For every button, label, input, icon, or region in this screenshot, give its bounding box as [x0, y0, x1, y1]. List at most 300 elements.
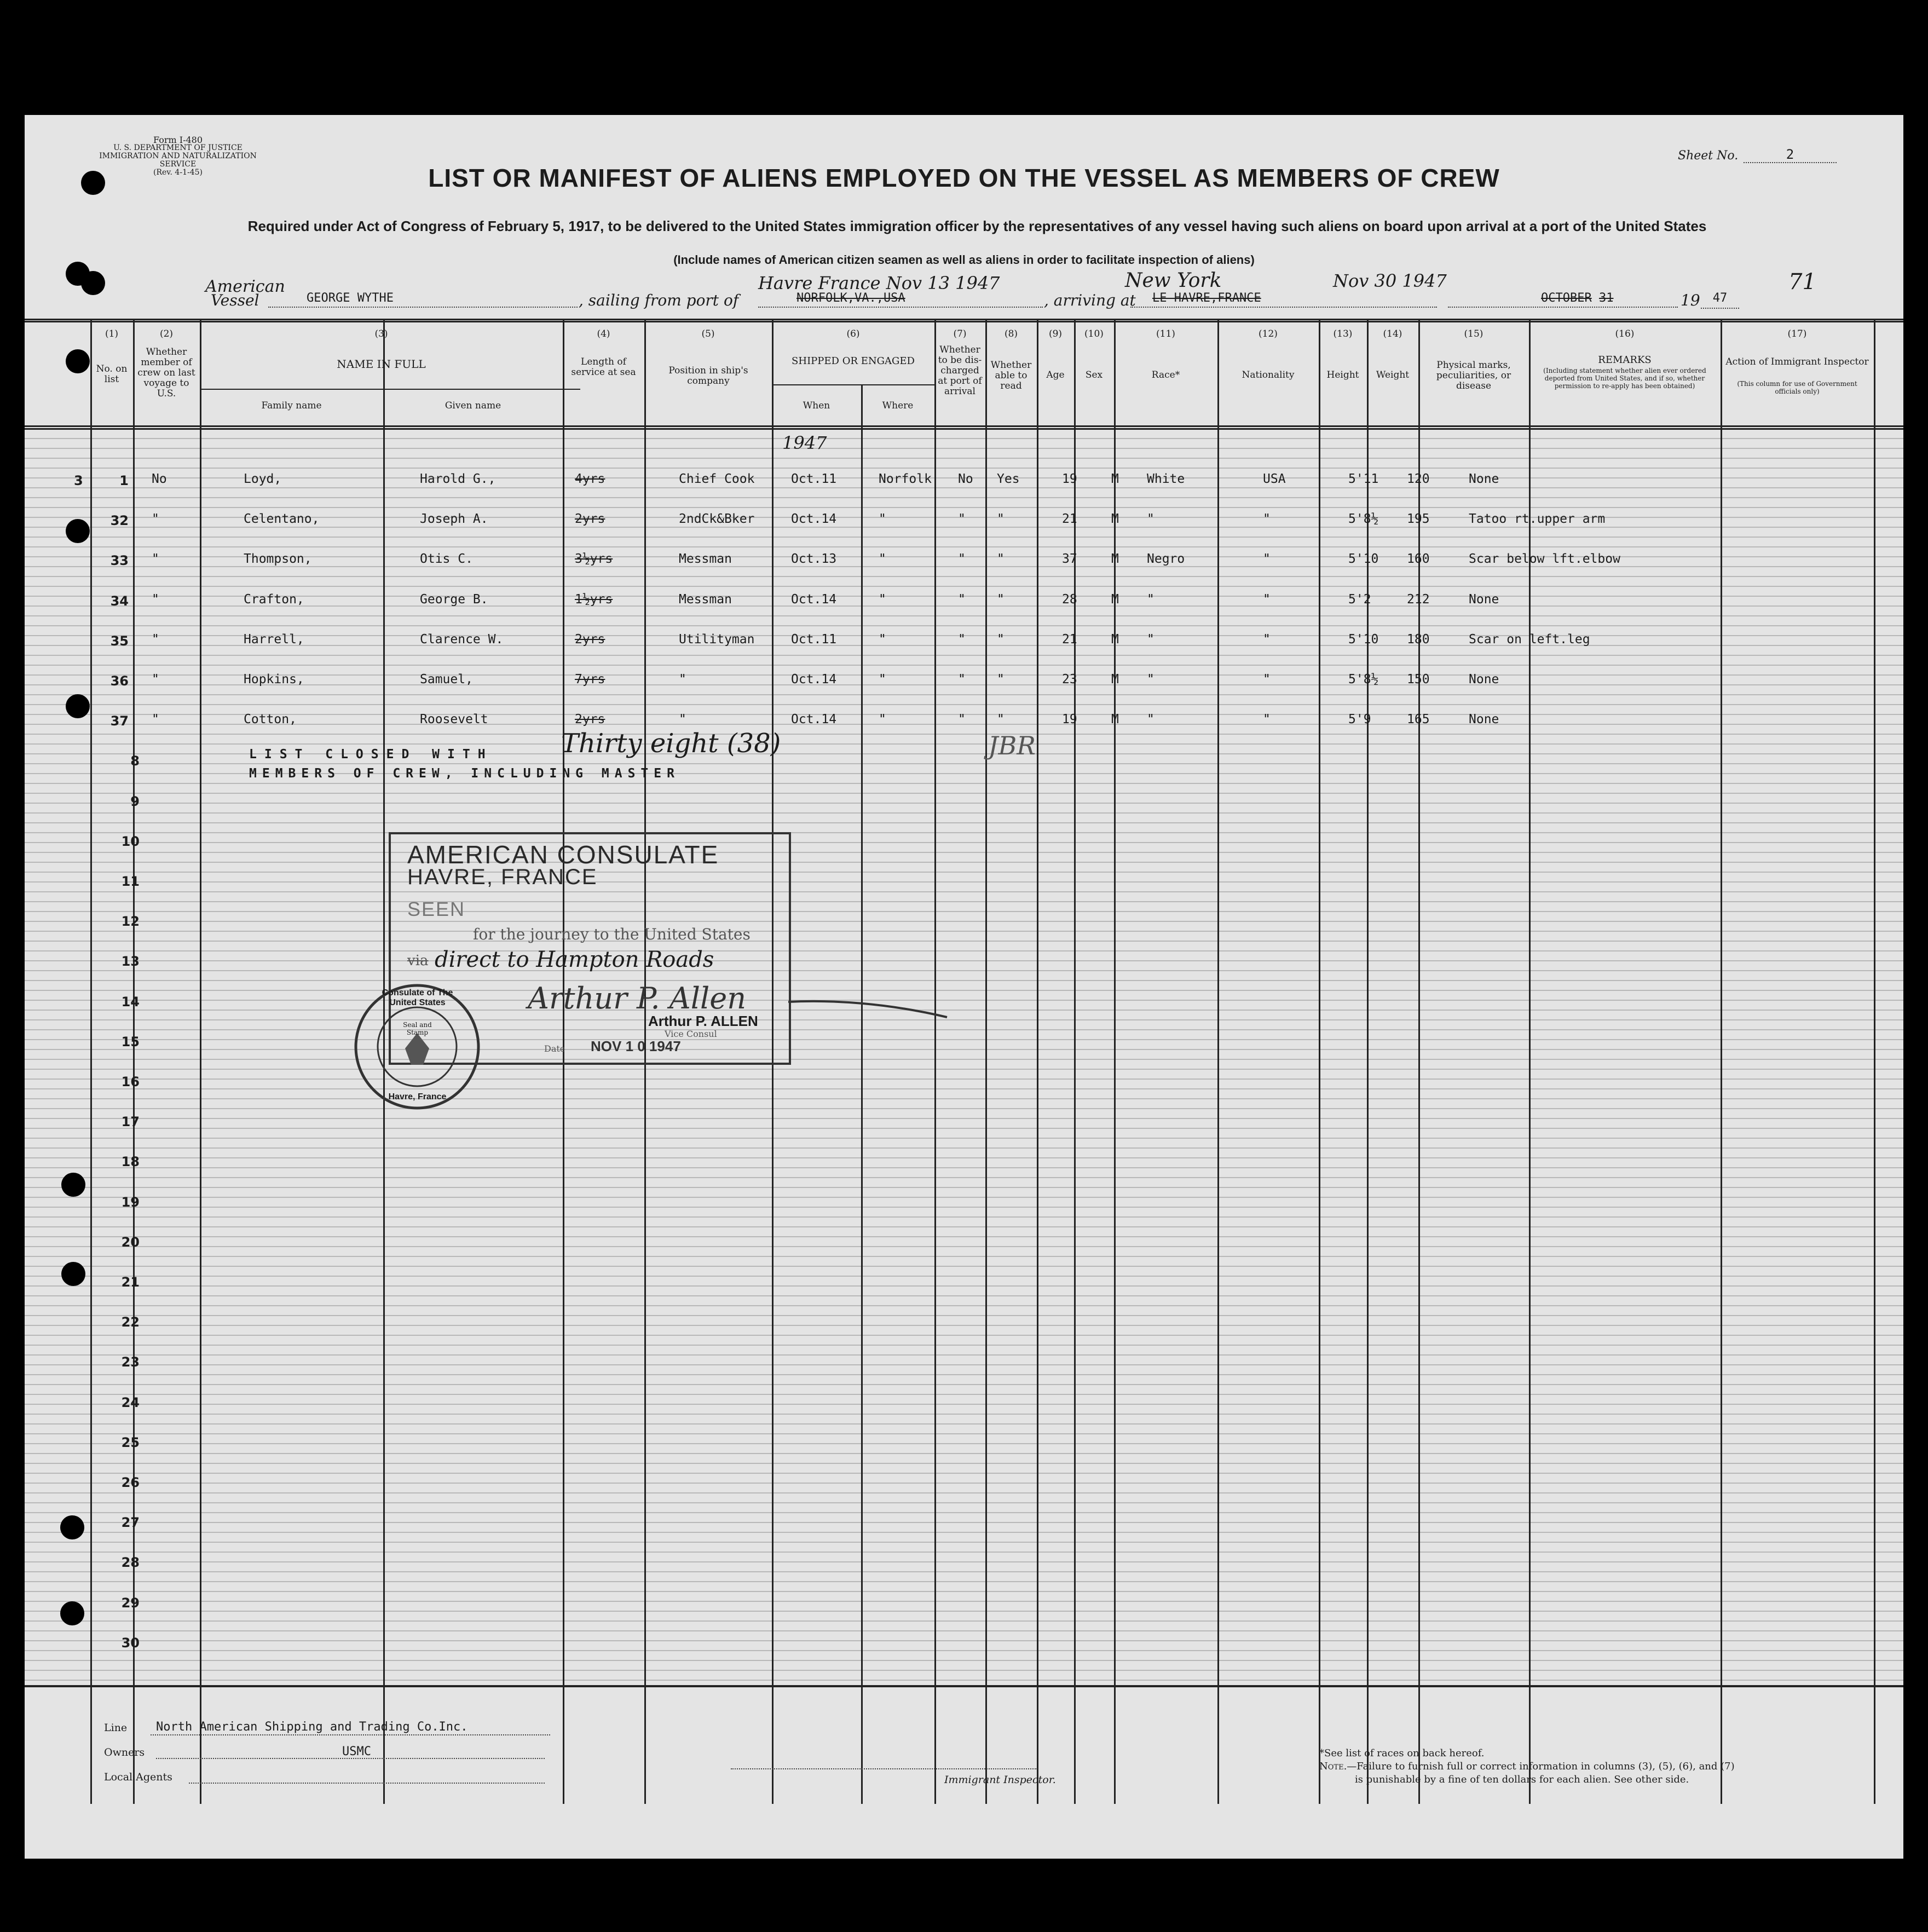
ruled-line — [25, 1492, 1903, 1493]
row-number: 8 — [130, 753, 140, 769]
row-number: 29 — [121, 1595, 140, 1611]
ruled-line — [25, 734, 1903, 735]
cell-age: 37 — [1062, 552, 1077, 567]
cell-marks: Scar on left.leg — [1469, 632, 1590, 647]
ruled-line — [25, 763, 1903, 764]
row-number: 16 — [121, 1074, 140, 1089]
cell-height: 5'9 — [1348, 712, 1371, 727]
cell-race: " — [1147, 512, 1155, 527]
ruled-line — [25, 537, 1903, 538]
col8-num: (8) — [1004, 328, 1018, 339]
ruled-line — [25, 1463, 1903, 1464]
arriving-label: , arriving at — [1044, 291, 1136, 309]
row-number: 32 — [110, 513, 129, 529]
cell-weight: 212 — [1407, 592, 1430, 607]
row-number: 22 — [121, 1314, 140, 1330]
col-sep-10 — [1074, 320, 1076, 1804]
cell-given: Joseph A. — [420, 512, 488, 527]
cell-where: " — [879, 552, 886, 567]
ruled-line — [25, 1364, 1903, 1365]
ruled-line — [25, 1177, 1903, 1178]
cell-read: " — [997, 592, 1005, 607]
cell-race: " — [1147, 712, 1155, 727]
cell-given: Clarence W. — [420, 632, 504, 647]
col14-label: Weight — [1376, 370, 1410, 380]
row-number: 17 — [121, 1114, 140, 1130]
date-day: 31 — [1598, 291, 1614, 305]
ruled-line — [25, 1039, 1903, 1040]
cell-position: Chief Cook — [679, 472, 755, 486]
sheet-number: 2 — [1744, 147, 1837, 163]
cell-age: 21 — [1062, 632, 1077, 647]
ruled-line — [25, 1246, 1903, 1247]
footer-agents-label: Local Agents — [104, 1771, 172, 1783]
ruled-line — [25, 576, 1903, 577]
ruled-line — [25, 931, 1903, 932]
col13-num: (13) — [1333, 328, 1353, 339]
ruled-line — [25, 881, 1903, 883]
ruled-line — [25, 1276, 1903, 1277]
col6-num: (6) — [846, 328, 860, 339]
col-sep-17 — [1721, 320, 1722, 1804]
header-bottom-rule-2 — [25, 428, 1903, 430]
ruled-line — [25, 852, 1903, 853]
ruled-line — [25, 1285, 1903, 1287]
ruled-line — [25, 448, 1903, 449]
cell-position: Messman — [679, 552, 732, 567]
cell-marks: None — [1469, 672, 1499, 687]
cell-where: " — [879, 592, 886, 607]
col13-label: Height — [1326, 370, 1359, 380]
row-number-prefix: 3 — [74, 473, 83, 488]
cell-weight: 120 — [1407, 472, 1430, 486]
ruled-line — [25, 1000, 1903, 1001]
manifest-subtitle: Required under Act of Congress of February 5, 1917, to be delivered to the United States immigration officer by the representatives of any vessel having such aliens on board upon arrival at a port of the United States — [247, 218, 1707, 234]
row-number: 24 — [121, 1394, 140, 1410]
name-subheader-rule — [200, 389, 580, 390]
col16-num: (16) — [1615, 328, 1635, 339]
col7-num: (7) — [953, 328, 967, 339]
col11-num: (11) — [1156, 328, 1175, 339]
seal-inner-text: Seal and Stamp — [403, 1021, 432, 1036]
signature-flourish — [788, 985, 953, 1029]
cell-nationality: " — [1263, 552, 1271, 567]
stamp-purpose: for the journey to the United States — [473, 925, 751, 943]
cell-where: " — [879, 672, 886, 687]
row-number: 11 — [121, 874, 140, 889]
footer-note-text: —Failure to furnish full or correct information in columns (3), (5), (6), and (7) — [1347, 1761, 1735, 1772]
ruled-line — [25, 546, 1903, 547]
col-sep-12 — [1217, 320, 1219, 1804]
cell-age: 23 — [1062, 672, 1077, 687]
ruled-line — [25, 1512, 1903, 1513]
ruled-line — [25, 901, 1903, 902]
row-number: 35 — [110, 633, 129, 649]
ruled-line — [25, 1059, 1903, 1060]
ruled-line — [25, 1069, 1903, 1070]
ruled-line — [25, 1483, 1903, 1484]
stamp-route-prefix — [407, 953, 429, 969]
row-number: 19 — [121, 1194, 140, 1210]
ruled-line — [25, 941, 1903, 942]
col-sep-15 — [1418, 320, 1420, 1804]
cell-when: Oct.14 — [791, 672, 837, 687]
footer-owners-value: USMC — [156, 1745, 545, 1759]
to-port — [1130, 291, 1437, 308]
col-sep-16 — [1529, 320, 1531, 1804]
row-number: 9 — [130, 793, 140, 809]
ruled-line — [25, 743, 1903, 745]
stamp-line-2: HAVRE, FRANCE — [407, 865, 598, 889]
col1-num: (1) — [105, 328, 119, 339]
cell-age: 28 — [1062, 592, 1077, 607]
footer-line-value: North American Shipping and Trading Co.Inc. — [151, 1720, 550, 1735]
ruled-line — [25, 507, 1903, 508]
page-reference: 71 — [1788, 269, 1816, 295]
cell-given: Samuel, — [420, 672, 473, 687]
ruled-line — [25, 1197, 1903, 1198]
cell-where: " — [879, 712, 886, 727]
cell-nationality: " — [1263, 512, 1271, 527]
manifest-title: LIST OR MANIFEST OF ALIENS EMPLOYED ON THE VESSEL AS MEMBERS OF CREW — [428, 164, 1500, 192]
col-sep-9 — [1037, 320, 1038, 1804]
col17-sub-note: (This column for use of Government officials only) — [1737, 380, 1857, 395]
row-number: 37 — [110, 713, 129, 729]
ruled-line — [25, 1088, 1903, 1089]
footer-inspector-line — [731, 1768, 1037, 1769]
ruled-line — [25, 911, 1903, 912]
ruled-line — [25, 1680, 1903, 1681]
punch-hole — [61, 1262, 85, 1286]
ruled-line — [25, 1335, 1903, 1336]
row-number: 14 — [121, 994, 140, 1010]
cell-nationality: " — [1263, 672, 1271, 687]
stamp-line-1: AMERICAN CONSULATE — [407, 840, 719, 869]
ruled-line — [25, 1256, 1903, 1257]
cell-discharged: " — [958, 672, 966, 687]
cell-discharged: No — [958, 472, 973, 486]
col4-num: (4) — [597, 328, 610, 339]
col16-sub-note: (Including statement whether alien ever ordered deported from United States, and if so, whether permission to re-apply has been obtained) — [1543, 367, 1706, 390]
col15-num: (15) — [1464, 328, 1483, 339]
cell-marks: None — [1469, 592, 1499, 607]
ruled-line — [25, 1532, 1903, 1533]
row-number: 20 — [121, 1234, 140, 1250]
cell-family: Thompson, — [244, 552, 312, 567]
cell-race: White — [1147, 472, 1185, 486]
cell-read: " — [997, 712, 1005, 727]
ruled-line — [25, 1010, 1903, 1011]
cell-sex: M — [1111, 552, 1119, 567]
cell-last-voyage: " — [152, 632, 159, 647]
col10-num: (10) — [1084, 328, 1104, 339]
row-number: 23 — [121, 1354, 140, 1370]
cell-service: 2yrs — [575, 712, 605, 727]
ruled-line — [25, 487, 1903, 488]
date-line — [1448, 291, 1678, 308]
stamp-seen: SEEN — [407, 898, 466, 920]
ruled-line — [25, 1315, 1903, 1316]
col6-sub-where: Where — [882, 400, 914, 411]
cell-last-voyage: " — [152, 592, 159, 607]
row-number: 25 — [121, 1434, 140, 1450]
ruled-line — [25, 1620, 1903, 1622]
cell-when: Oct.11 — [791, 632, 837, 647]
col9-num: (9) — [1048, 328, 1063, 339]
cell-family: Cotton, — [244, 712, 297, 727]
arrival-date-handwritten: Nov 30 1947 — [1333, 270, 1447, 291]
date-month: OCTOBER — [1541, 291, 1592, 305]
stamp-route-prefix-text: via — [407, 953, 429, 969]
row-number: 10 — [121, 833, 140, 849]
to-port-handwritten: New York — [1125, 269, 1222, 292]
cell-last-voyage: " — [152, 672, 159, 687]
cell-weight: 165 — [1407, 712, 1430, 727]
ruled-line — [25, 1394, 1903, 1395]
footer-note-label: Note. — [1319, 1761, 1347, 1772]
col-sep-18 — [1874, 320, 1875, 1804]
ruled-line — [25, 1147, 1903, 1149]
col-sep-8 — [985, 320, 987, 1804]
ruled-line — [25, 468, 1903, 469]
to-port-struck: LE HAVRE,FRANCE — [1152, 291, 1261, 305]
cell-given: George B. — [420, 592, 488, 607]
ruled-line — [25, 960, 1903, 961]
table-top-rule-2 — [25, 321, 1903, 322]
table-top-rule — [25, 319, 1903, 320]
col5-label: Position in ship's company — [668, 365, 748, 387]
ruled-line — [25, 497, 1903, 498]
row-number: 1 — [119, 473, 129, 488]
sailing-label: , sailing from port of — [579, 291, 739, 309]
col3-sub-given: Given name — [445, 400, 501, 411]
cell-height: 5'11 — [1348, 472, 1379, 486]
revision-date: (Rev. 4-1-45) — [153, 168, 203, 177]
cell-last-voyage: No — [152, 472, 167, 486]
closing-initials: JBR — [988, 731, 1036, 760]
cell-sex: M — [1111, 592, 1119, 607]
cell-family: Hopkins, — [244, 672, 304, 687]
stamp-officer-title: Vice Consul — [665, 1029, 717, 1039]
col17-num: (17) — [1787, 328, 1807, 339]
col-sep-3 — [200, 320, 201, 1804]
vessel-name: GEORGE WYTHE — [268, 291, 578, 308]
punch-hole — [61, 1173, 85, 1197]
cell-height: 5'10 — [1348, 552, 1379, 567]
ruled-line — [25, 862, 1903, 863]
cell-read: " — [997, 552, 1005, 567]
cell-where: " — [879, 632, 886, 647]
cell-position: Messman — [679, 592, 732, 607]
footer-races-note: *See list of races on back hereof. — [1319, 1748, 1485, 1759]
footer-note-text-2: is punishable by a fine of ten dollars for each alien. See other side. — [1355, 1774, 1689, 1785]
ruled-line — [25, 1049, 1903, 1050]
ruled-line — [25, 803, 1903, 804]
date-year: 47 — [1701, 291, 1739, 309]
row-number: 12 — [121, 914, 140, 930]
ruled-line — [25, 615, 1903, 616]
ruled-line — [25, 1207, 1903, 1208]
ruled-line — [25, 1236, 1903, 1237]
ruled-line — [25, 1601, 1903, 1602]
ruled-line — [25, 980, 1903, 981]
ruled-line — [25, 1650, 1903, 1651]
ruled-line — [25, 793, 1903, 794]
col2-num: (2) — [159, 328, 174, 339]
ruled-line — [25, 1354, 1903, 1356]
cell-height: 5'8½ — [1348, 512, 1379, 527]
cell-race: " — [1147, 672, 1155, 687]
ruled-line — [25, 1118, 1903, 1119]
ruled-line — [25, 527, 1903, 528]
ruled-line — [25, 1404, 1903, 1405]
cell-where: " — [879, 512, 886, 527]
ruled-line — [25, 1630, 1903, 1631]
consulate-seal — [353, 983, 482, 1111]
col10-label: Sex — [1085, 370, 1103, 380]
footer-agents-line — [189, 1783, 545, 1784]
punch-hole — [81, 171, 105, 195]
col17-label: Action of Immigrant Inspector — [1725, 356, 1869, 367]
ruled-line — [25, 891, 1903, 892]
ruled-line — [25, 438, 1903, 439]
cell-when: Oct.14 — [791, 512, 837, 527]
ruled-line — [25, 1423, 1903, 1425]
ruled-line — [25, 832, 1903, 833]
footer-note — [1319, 1761, 1735, 1772]
year-note: 1947 — [782, 432, 827, 453]
stamp-route: direct to Hampton Roads — [435, 947, 714, 972]
ruled-line — [25, 1345, 1903, 1346]
col15-label: Physical marks, peculiarities, or disease — [1436, 360, 1511, 391]
from-port-handwritten: Havre France Nov 13 1947 — [758, 273, 1000, 293]
row-number: 21 — [121, 1274, 140, 1290]
sheet-label: Sheet No. — [1678, 149, 1739, 163]
punch-hole — [66, 519, 90, 543]
stamp-signature: Arthur P. Allen — [528, 981, 747, 1016]
cell-when: Oct.14 — [791, 712, 837, 727]
col8-label: Whether able to read — [990, 360, 1032, 391]
header-bottom-rule — [25, 425, 1903, 427]
cell-read: " — [997, 632, 1005, 647]
cell-service: 1½yrs — [575, 592, 613, 607]
row-number: 13 — [121, 954, 140, 970]
cell-weight: 195 — [1407, 512, 1430, 527]
closing-count: Thirty eight (38) — [561, 728, 781, 759]
cell-given: Otis C. — [420, 552, 473, 567]
row-number: 28 — [121, 1555, 140, 1571]
cell-height: 5'2 — [1348, 592, 1371, 607]
department-name: U. S. DEPARTMENT OF JUSTICE — [113, 143, 243, 152]
cell-sex: M — [1111, 512, 1119, 527]
cell-height: 5'8½ — [1348, 672, 1379, 687]
cell-given: Roosevelt — [420, 712, 488, 727]
ruled-line — [25, 1640, 1903, 1641]
closing-line-1: LIST CLOSED WITH — [249, 747, 493, 762]
ruled-line — [25, 1581, 1903, 1582]
footer-line-label: Line — [104, 1722, 128, 1734]
ruled-line — [25, 1611, 1903, 1612]
col3-sub-family: Family name — [261, 400, 322, 411]
ruled-line — [25, 1384, 1903, 1385]
col-sep-7 — [934, 320, 936, 1804]
col12-num: (12) — [1259, 328, 1278, 339]
ruled-line — [25, 1226, 1903, 1227]
col16-label: REMARKS — [1598, 354, 1652, 366]
ruled-line — [25, 783, 1903, 784]
manifest-sheet — [25, 115, 1903, 1859]
cell-read: " — [997, 512, 1005, 527]
service-name: IMMIGRATION AND NATURALIZATION SERVICE — [99, 152, 257, 169]
cell-sex: M — [1111, 672, 1119, 687]
manifest-note: (Include names of American citizen seamen as well as aliens in order to facilitate inspection of aliens) — [673, 253, 1255, 267]
col5-num: (5) — [701, 328, 715, 339]
cell-service: 4yrs — [575, 472, 605, 486]
row-number: 15 — [121, 1034, 140, 1049]
ruled-line — [25, 1138, 1903, 1139]
col-sep-6b — [861, 385, 863, 1804]
cell-sex: M — [1111, 632, 1119, 647]
row-number: 34 — [110, 593, 129, 609]
cell-family: Harrell, — [244, 632, 304, 647]
col14-num: (14) — [1383, 328, 1402, 339]
footer-owners-label: Owners — [104, 1746, 145, 1758]
punch-hole — [81, 271, 105, 295]
closing-line-2: MEMBERS OF CREW, INCLUDING MASTER — [249, 766, 680, 781]
ruled-line — [25, 694, 1903, 695]
row-number: 27 — [121, 1515, 140, 1531]
cell-sex: M — [1111, 712, 1119, 727]
ruled-line — [25, 1374, 1903, 1375]
col-sep-1 — [90, 320, 92, 1804]
ruled-line — [25, 812, 1903, 814]
cell-read: " — [997, 672, 1005, 687]
cell-last-voyage: " — [152, 512, 159, 527]
punch-hole — [66, 349, 90, 373]
ruled-line — [25, 1414, 1903, 1415]
ruled-line — [25, 1591, 1903, 1592]
ruled-line — [25, 1433, 1903, 1434]
cell-age: 21 — [1062, 512, 1077, 527]
col-sep-14 — [1367, 320, 1369, 1804]
punch-hole — [60, 1515, 84, 1539]
cell-race: Negro — [1147, 552, 1185, 567]
vessel-annotation: American — [205, 277, 285, 296]
vessel-label: Vessel — [211, 291, 259, 309]
cell-discharged: " — [958, 592, 966, 607]
ruled-line — [25, 1453, 1903, 1454]
ruled-line — [25, 1157, 1903, 1158]
ruled-line — [25, 655, 1903, 656]
cell-nationality: " — [1263, 712, 1271, 727]
cell-nationality: " — [1263, 592, 1271, 607]
cell-service: 2yrs — [575, 512, 605, 527]
stamp-date: NOV 1 0 1947 — [591, 1038, 681, 1054]
col3-num: (3) — [374, 328, 388, 339]
ruled-line — [25, 704, 1903, 705]
row-number: 18 — [121, 1154, 140, 1170]
seal-outer-bottom: Havre, France — [388, 1092, 447, 1101]
col7-label: Whether to be dis-charged at port of arrival — [938, 344, 982, 397]
footer-inspector-label: Immigrant Inspector. — [944, 1774, 1056, 1786]
ruled-line — [25, 1019, 1903, 1020]
col11-label: Race* — [1151, 370, 1180, 380]
cell-family: Loyd, — [244, 472, 282, 486]
ruled-line — [25, 665, 1903, 666]
cell-when: Oct.11 — [791, 472, 837, 486]
ruled-line — [25, 1670, 1903, 1671]
col-sep-11 — [1114, 320, 1116, 1804]
